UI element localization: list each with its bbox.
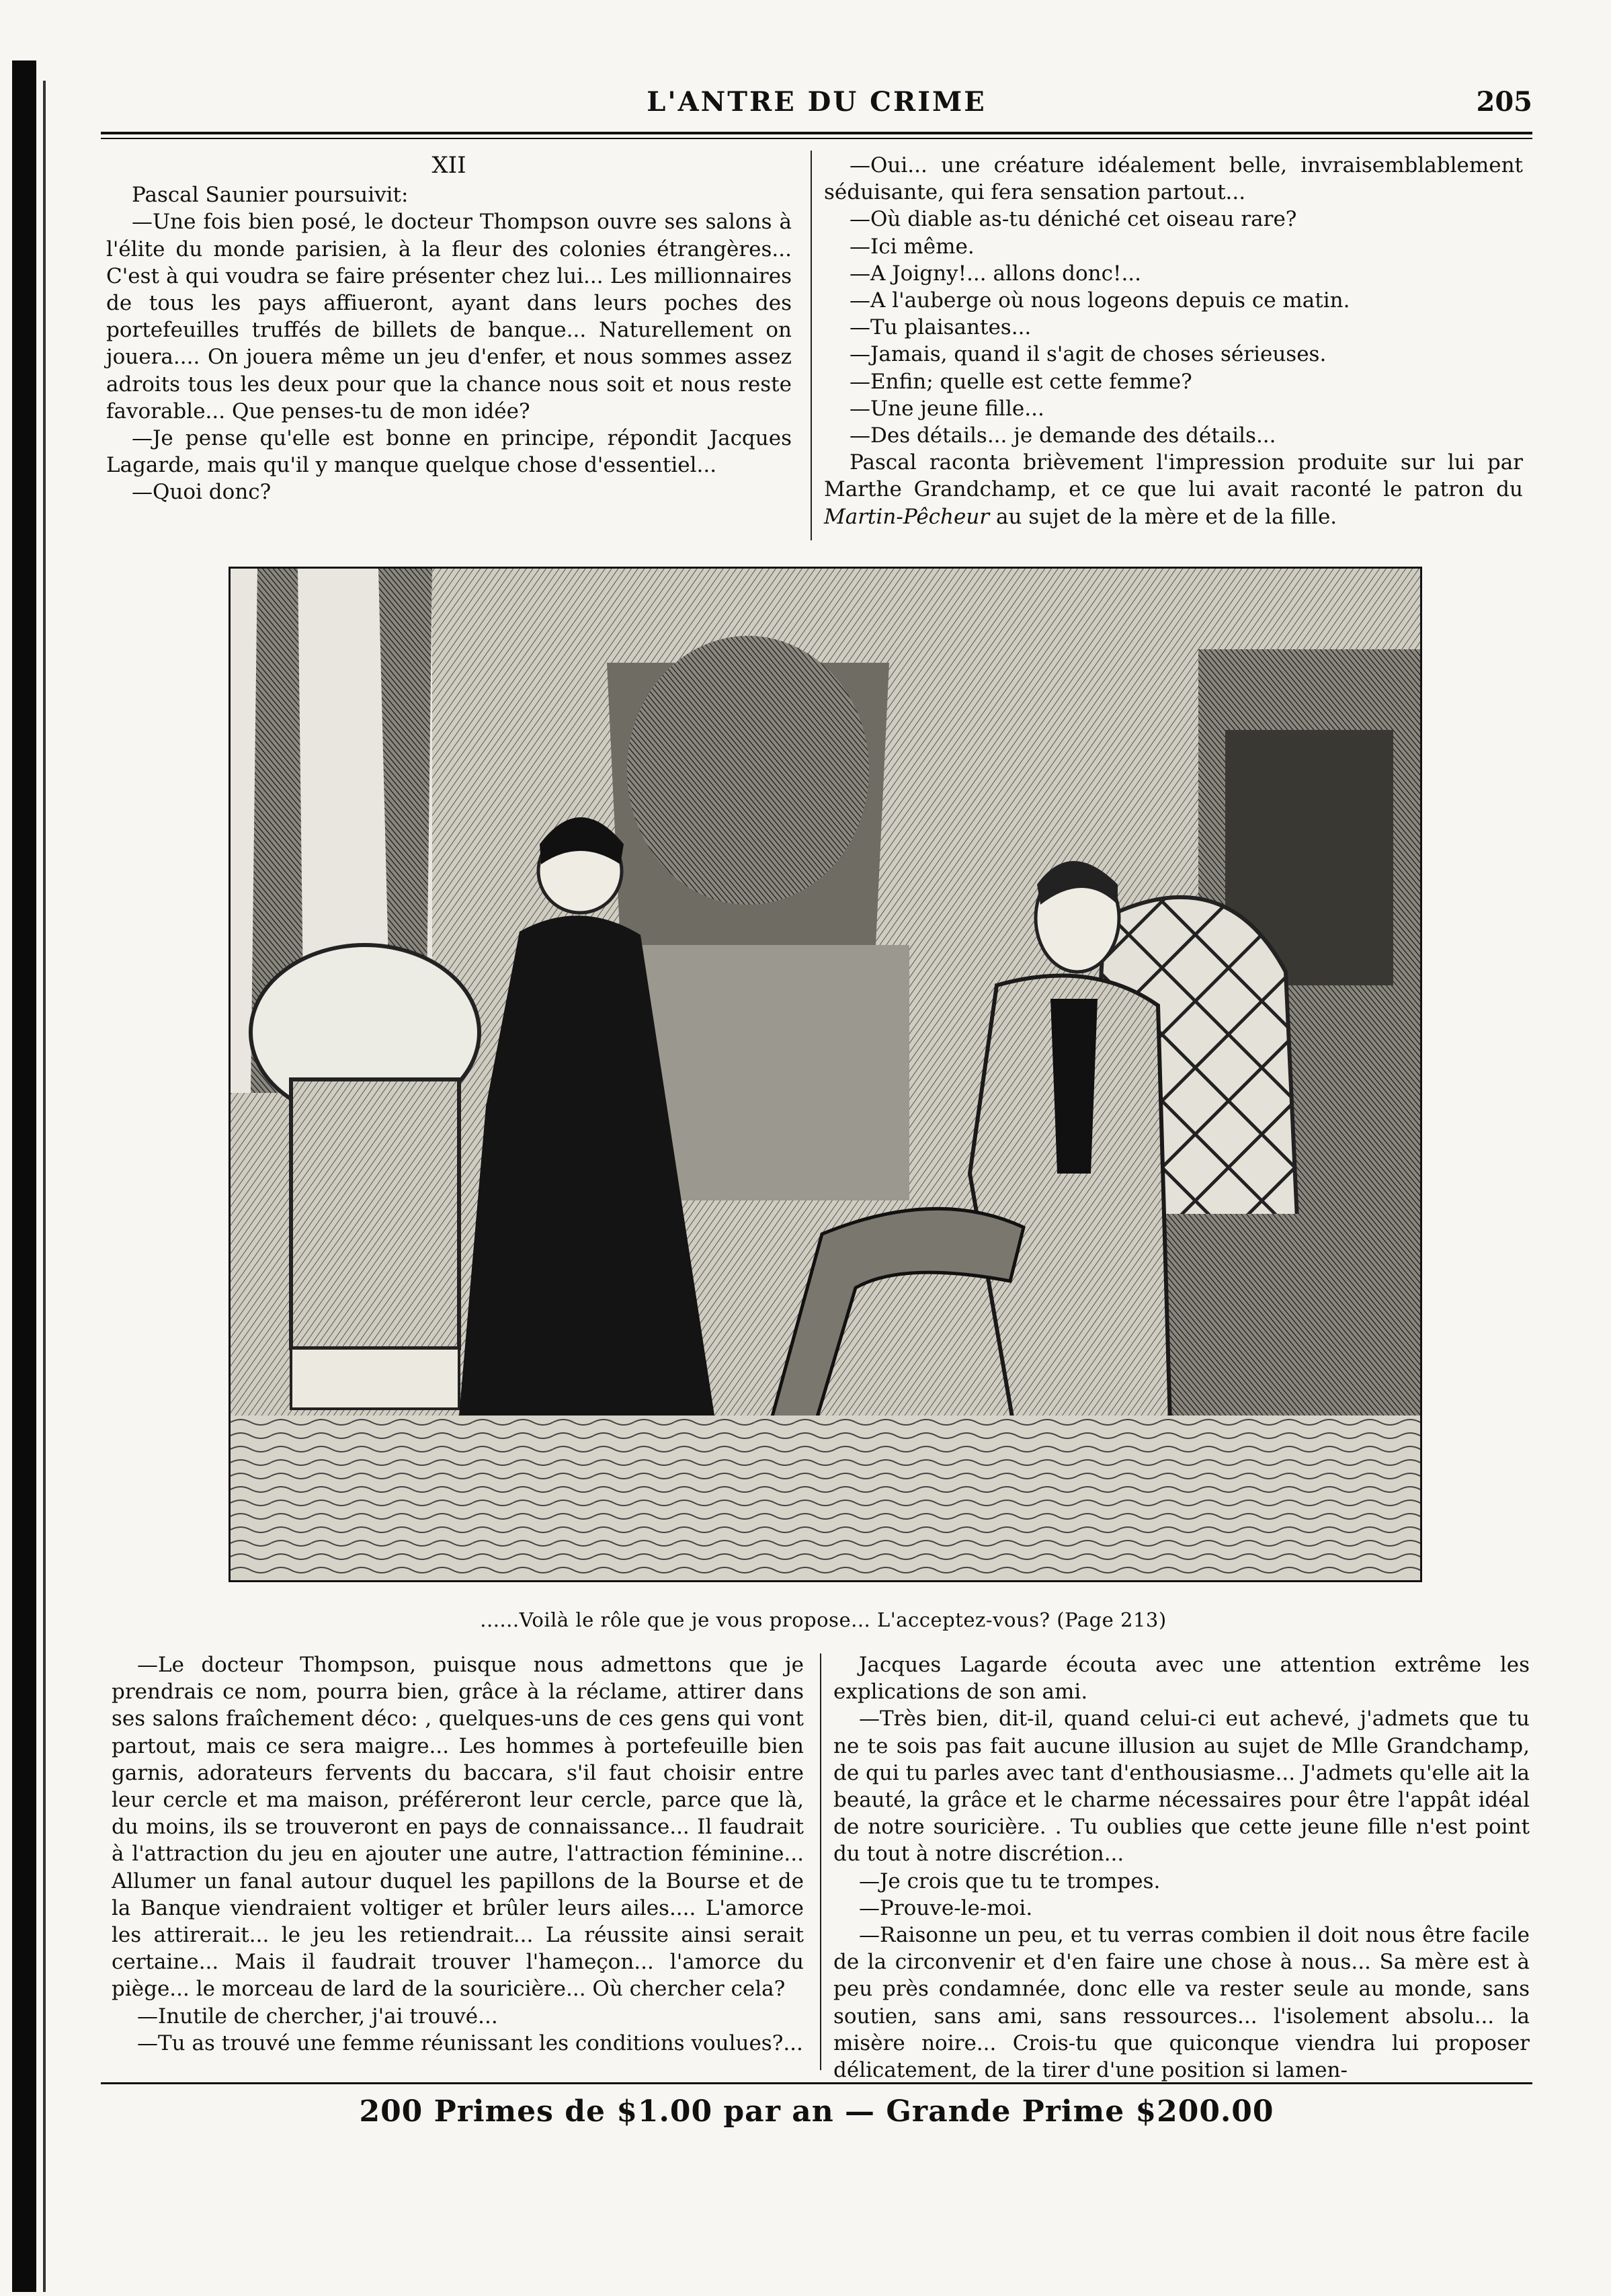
figure-caption: ......Voilà le rôle que je vous propose... L'acceptez-vous? (Page 213)	[480, 1608, 1167, 1631]
chapter-number: XII	[431, 152, 466, 179]
paragraph: —Prouve-le-moi.	[859, 1895, 1033, 1920]
header-rule-thin	[101, 138, 1532, 139]
page-number: 205	[1476, 86, 1532, 118]
bottom-right-column	[833, 1651, 1530, 2084]
running-title: L'ANTRE DU CRIME	[647, 86, 987, 118]
top-right-column	[824, 152, 1523, 530]
binding-edge	[12, 60, 36, 2292]
paragraph: —Oui... une créature idéalement belle, invraisemblablement séduisante, qui fera sensation partout...	[824, 153, 1523, 205]
paragraph: —Ici même.	[850, 234, 975, 259]
paragraph: —Enfin; quelle est cette femme?	[850, 369, 1192, 394]
italic-name: Martin-Pêcheur	[824, 504, 990, 529]
paragraph: —Quoi donc?	[132, 480, 272, 505]
paragraph: —Tu plaisantes...	[850, 315, 1032, 340]
paragraph: —Où diable as-tu déniché cet oiseau rare?	[850, 207, 1297, 232]
binding-edge-line	[43, 81, 46, 2292]
footer-banner: 200 Primes de $1.00 par an — Grande Prime $200.00	[359, 2094, 1274, 2129]
paragraph: —Une fois bien posé, le docteur Thompson ouvre ses salons à l'élite du monde parisien, à la fleur des colonies étrangères... C'est à qui voudra se faire présenter chez lui... Les millionnaires de tous les pays affiueront, ayant dans leurs poches des portefeuilles truffés de billets de banque... Naturellement on jouera.... On jouera même un jeu d'enfer, et nous sommes assez adroits tous les deux pour que la chance nous soit et nous reste favorable... Que penses-tu de mon idée?	[106, 210, 792, 423]
column-divider	[811, 151, 812, 540]
paragraph: —A l'auberge où nous logeons depuis ce matin.	[850, 288, 1350, 313]
paragraph: —Très bien, dit-il, quand celui-ci eut achevé, j'admets que tu ne te sois pas fait aucune illusion au sujet de Mlle Grandchamp, de qui tu parles avec tant d'enthousiasme... J'admets qu'elle ait la beauté, la grâce et le charme nécessaires pour être l'appât idéal de notre souricière. . Tu oublies que cette jeune fille n'est point du tout à notre discrétion...	[833, 1707, 1530, 1867]
top-left-column	[106, 152, 792, 506]
bottom-left-column	[112, 1651, 804, 2057]
paragraph: —Le docteur Thompson, puisque nous admettons que je prendrais ce nom, pourra bien, grâce à la réclame, attirer dans ses salons fraîchement déco: , quelques-uns de ces gens qui vont partout, mais ce sera maigre... Les hommes à portefeuille bien garnis, adorateurs fervents du baccara, s'il faut choisir entre leur cercle et ma maison, préféreront leur cercle, parce que là, du moins, ils se trouveront en pays de connaissance... Il faudrait à l'attraction du jeu en ajouter une autre, l'attraction féminine... Allumer un fanal autour duquel les papillons de la Bourse et de la Banque viendraient voltiger et brûler leurs ailes.... L'amorce les attirerait... le jeu les retiendrait... La réussite ainsi serait certaine... Mais il faudrait trouver l'hameçon... l'amorce du piège... le morceau de lard de la souricière... Où chercher cela?	[112, 1653, 804, 2002]
text-run: Pascal raconta brièvement l'impression produite sur lui par Marthe Grandchamp, et ce que lui avait raconté le patron du	[824, 450, 1523, 502]
paragraph-with-italic	[824, 449, 1523, 530]
paragraph: Jacques Lagarde écouta avec une attention extrême les explications de son ami.	[833, 1653, 1530, 1705]
paragraph: —Jamais, quand il s'agit de choses sérieuses.	[850, 342, 1327, 367]
paragraph: —Je crois que tu te trompes.	[859, 1869, 1161, 1893]
paragraph: Pascal Saunier poursuivit:	[132, 183, 409, 208]
paragraph: —Des détails... je demande des détails...	[850, 423, 1276, 448]
paragraph: —Tu as trouvé une femme réunissant les conditions voulues?...	[137, 2031, 803, 2055]
paragraph: —A Joigny!... allons donc!...	[850, 261, 1141, 286]
footer-rule	[101, 2082, 1532, 2084]
paragraph: —Raisonne un peu, et tu verras combien il doit nous être facile de la circonvenir et d'en faire une chose à nous... Sa mère est à peu près condamnée, donc elle va rester seule au monde, sans soutien, sans ami, sans ressources... l'isolement absolu... la misère noire... Crois-tu que quiconque viendra lui proposer délicatement, de la tirer d'une position si lamen-	[833, 1923, 1530, 2083]
running-header	[101, 86, 1532, 126]
engraving-drawing	[231, 569, 1420, 1580]
paragraph: —Je pense qu'elle est bonne en principe, répondit Jacques Lagarde, mais qu'il y manque quelque chose d'essentiel...	[106, 426, 792, 478]
paragraph: —Une jeune fille...	[850, 396, 1044, 421]
engraving-illustration	[229, 567, 1422, 1582]
text-run: au sujet de la mère et de la fille.	[995, 504, 1337, 529]
header-rule-thick	[101, 132, 1532, 134]
paragraph: —Inutile de chercher, j'ai trouvé...	[137, 2004, 498, 2028]
column-divider	[820, 1653, 821, 2070]
